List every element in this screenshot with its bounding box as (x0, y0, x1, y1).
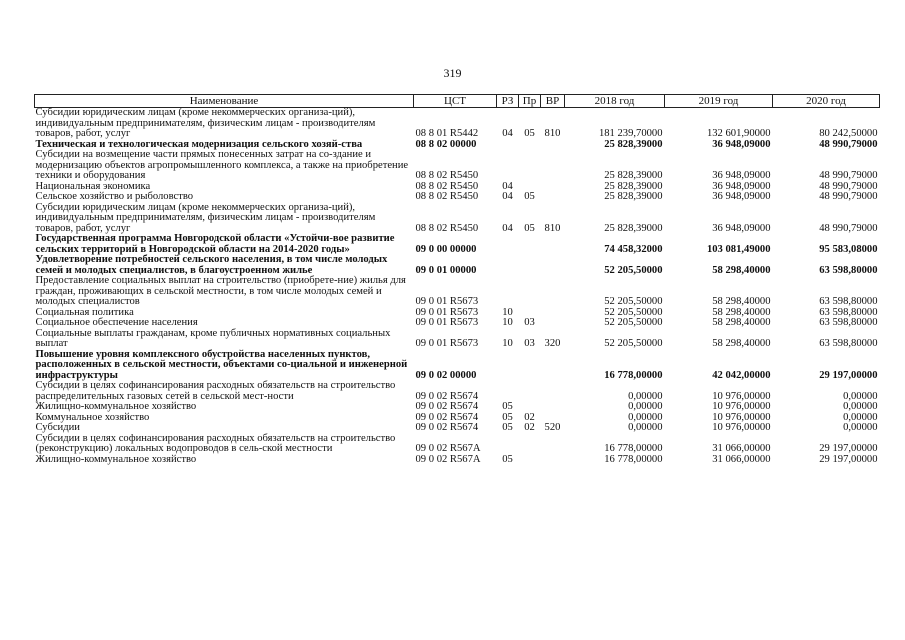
row-2018: 52 205,50000 (604, 264, 663, 276)
row-2020: 48 990,79000 (819, 170, 878, 181)
row-2018: 52 205,50000 (604, 338, 663, 349)
row-2019: 36 948,09000 (712, 170, 771, 181)
row-pr (519, 255, 541, 276)
row-pr (519, 276, 541, 308)
row-name: Коммунальное хозяйство (35, 411, 150, 423)
row-2019: 58 298,40000 (712, 317, 771, 328)
row-name: Национальная экономика (35, 180, 151, 192)
row-name: Жилищно-коммунальное хозяйство (35, 453, 197, 465)
row-rz: 04 (502, 191, 513, 202)
row-2020: 29 197,00000 (819, 443, 878, 454)
table-row (35, 423, 880, 434)
row-2019: 58 298,40000 (712, 338, 771, 349)
header-pr: Пр (519, 95, 541, 108)
row-name: Техническая и технологическая модернизация сельского хозяй-ства (35, 138, 363, 150)
row-pr: 02 (524, 422, 535, 433)
row-2019: 10 976,00000 (712, 422, 771, 433)
row-cst: 09 0 02 R5674 (415, 411, 479, 423)
row-pr (519, 455, 541, 466)
row-cst: 09 0 01 R5673 (415, 338, 479, 349)
row-2018: 74 458,32000 (604, 243, 663, 255)
row-pr (519, 234, 541, 255)
row-2018: 52 205,50000 (604, 296, 663, 307)
row-2019: 31 066,00000 (712, 443, 771, 454)
header-name: Наименование (35, 95, 414, 108)
row-2019: 31 066,00000 (712, 453, 771, 465)
row-vr (541, 455, 565, 466)
row-name: Субсидии в целях софинансирования расходных обязательств на строительство распределительных газовых сетей в сельской мест-ности (35, 380, 396, 402)
table-row (35, 108, 880, 140)
row-vr (541, 140, 565, 151)
row-2018: 52 205,50000 (604, 306, 663, 318)
row-rz: 10 (502, 306, 513, 318)
row-name: Субсидии (35, 422, 80, 433)
header-2019: 2019 год (665, 95, 773, 108)
row-vr (541, 192, 565, 203)
row-name: Сельское хозяйство и рыболовство (35, 191, 194, 202)
row-2020: 63 598,80000 (819, 264, 878, 276)
row-vr (541, 276, 565, 308)
header-vr: ВР (541, 95, 565, 108)
row-2020: 63 598,80000 (819, 338, 878, 349)
row-2019: 10 976,00000 (712, 411, 771, 423)
row-name: Социальная политика (35, 306, 134, 318)
row-2019: 36 948,09000 (712, 138, 771, 150)
row-pr: 05 (524, 222, 535, 234)
header-rz: РЗ (497, 95, 519, 108)
row-pr: 02 (524, 411, 535, 423)
row-rz (497, 234, 519, 255)
row-2019: 58 298,40000 (712, 296, 771, 307)
row-pr: 03 (524, 338, 535, 349)
row-2018: 25 828,39000 (604, 180, 663, 192)
table-row (35, 381, 880, 402)
row-cst: 08 8 02 R5450 (415, 222, 479, 234)
row-2018: 25 828,39000 (604, 191, 663, 202)
row-rz (497, 255, 519, 276)
row-pr: 05 (524, 191, 535, 202)
table-row (35, 234, 880, 255)
row-pr (519, 150, 541, 182)
row-2020: 29 197,00000 (819, 369, 878, 381)
row-2020: 0,00000 (843, 411, 878, 423)
row-rz (497, 434, 519, 455)
row-2018: 0,00000 (628, 411, 663, 423)
row-rz (497, 350, 519, 382)
row-vr (541, 350, 565, 382)
page-number: 319 (443, 66, 462, 80)
row-2018: 0,00000 (628, 422, 663, 433)
row-2020: 48 990,79000 (819, 191, 878, 202)
row-2019: 10 976,00000 (712, 390, 771, 402)
row-2019: 58 298,40000 (712, 264, 771, 276)
row-rz: 05 (502, 453, 513, 465)
row-2019: 36 948,09000 (712, 191, 771, 202)
row-cst: 08 8 02 R5450 (415, 180, 479, 192)
row-name: Субсидии юридическим лицам (кроме некоммерческих организа-ций), индивидуальным предпринимателям, физическим лицам - производителям товаров, работ, услуг (35, 107, 376, 139)
row-cst: 09 0 01 R5673 (415, 306, 479, 318)
row-rz (497, 150, 519, 182)
row-rz: 04 (502, 128, 513, 139)
header-2018: 2018 год (565, 95, 665, 108)
table-header-row (35, 95, 880, 108)
row-name: Социальное обеспечение населения (35, 317, 198, 328)
row-2018: 52 205,50000 (604, 317, 663, 328)
table-row (35, 203, 880, 235)
row-2020: 0,00000 (843, 390, 878, 402)
row-vr (541, 182, 565, 193)
row-2018: 25 828,39000 (604, 222, 663, 234)
row-2018: 0,00000 (628, 401, 663, 412)
row-vr (541, 318, 565, 329)
row-2019: 10 976,00000 (712, 401, 771, 412)
row-name: Социальные выплаты гражданам, кроме публичных нормативных социальных выплат (35, 327, 391, 349)
row-cst: 08 8 02 00000 (415, 138, 477, 150)
row-cst: 09 0 02 R567А (415, 443, 481, 454)
row-2020: 0,00000 (843, 401, 878, 412)
table-row (35, 276, 880, 308)
row-cst: 08 8 01 R5442 (415, 128, 479, 139)
row-vr: 520 (544, 422, 561, 433)
row-vr (541, 150, 565, 182)
row-vr (541, 402, 565, 413)
table-row (35, 329, 880, 350)
row-2019: 36 948,09000 (712, 180, 771, 192)
row-rz (497, 381, 519, 402)
row-2020: 48 990,79000 (819, 222, 878, 234)
table-row (35, 192, 880, 203)
table-row (35, 402, 880, 413)
table-row (35, 318, 880, 329)
row-rz (497, 140, 519, 151)
table-row (35, 350, 880, 382)
row-2019: 42 042,00000 (712, 369, 771, 381)
row-name: Жилищно-коммунальное хозяйство (35, 401, 197, 412)
row-cst: 09 0 02 R5674 (415, 401, 479, 412)
row-cst: 08 8 02 R5450 (415, 170, 479, 181)
row-pr (519, 140, 541, 151)
row-rz: 10 (502, 338, 513, 349)
row-name: Удовлетворение потребностей сельского населения, в том числе молодых семей и молодых специалистов, в благоустроенном жилье (35, 254, 388, 276)
row-cst: 09 0 00 00000 (415, 243, 477, 255)
table-row (35, 455, 880, 466)
row-2019: 58 298,40000 (712, 306, 771, 318)
row-pr (519, 350, 541, 382)
row-name: Субсидии юридическим лицам (кроме некоммерческих организа-ций), индивидуальным предпринимателям, физическим лицам - производителям товаров, работ, услуг (35, 201, 376, 234)
row-2020: 48 990,79000 (819, 180, 878, 192)
row-vr: 810 (544, 222, 561, 234)
row-2018: 25 828,39000 (604, 170, 663, 181)
row-pr: 05 (524, 128, 535, 139)
row-vr (541, 255, 565, 276)
table-row (35, 150, 880, 182)
row-cst: 08 8 02 R5450 (415, 191, 479, 202)
row-rz: 05 (502, 411, 513, 423)
row-rz: 05 (502, 422, 513, 433)
row-2019: 36 948,09000 (712, 222, 771, 234)
row-2020: 95 583,08000 (819, 243, 878, 255)
header-cst: ЦСТ (414, 95, 497, 108)
table-row (35, 255, 880, 276)
row-2020: 29 197,00000 (819, 453, 878, 465)
row-pr (519, 402, 541, 413)
row-2019: 132 601,90000 (706, 128, 771, 139)
row-name: Государственная программа Новгородской области «Устойчи-вое развитие сельских территорий в Новгородской области на 2014-2020 годы» (35, 233, 395, 255)
row-rz (497, 276, 519, 308)
row-name: Повышение уровня комплексного обустройства населенных пунктов, расположенных в сельской местности, объектами со-циальной и инженерной инфраструктуры (35, 348, 408, 381)
row-rz: 05 (502, 401, 513, 412)
row-vr (541, 308, 565, 319)
row-cst: 09 0 01 R5673 (415, 296, 479, 307)
row-cst: 09 0 02 00000 (415, 369, 477, 381)
row-cst: 09 0 02 R567А (415, 453, 481, 465)
row-2020: 80 242,50000 (819, 128, 878, 139)
row-name: Предоставление социальных выплат на строительство (приобрете-ние) жилья для граждан, проживающих в сельской местности, в том числе молодых семей и молодых специалистов (35, 275, 406, 307)
row-pr: 03 (524, 317, 535, 328)
row-cst: 09 0 02 R5674 (415, 422, 479, 433)
row-pr (519, 434, 541, 455)
row-pr (519, 381, 541, 402)
row-rz: 04 (502, 180, 513, 192)
row-name: Субсидии в целях софинансирования расходных обязательств на строительство (реконструкцию) локальных водопроводов в сель-ской местности (35, 432, 396, 454)
header-2020: 2020 год (773, 95, 880, 108)
row-vr (541, 434, 565, 455)
row-2018: 25 828,39000 (604, 138, 663, 150)
row-2018: 16 778,00000 (604, 369, 663, 381)
row-2018: 16 778,00000 (604, 443, 663, 454)
table-row (35, 434, 880, 455)
row-name: Субсидии на возмещение части прямых понесенных затрат на со-здание и модернизацию объектов агропромышленного комплекса, а также на приобретение техники и оборудования (35, 149, 409, 181)
row-cst: 09 0 01 R5673 (415, 317, 479, 328)
row-vr: 810 (544, 128, 561, 139)
row-2018: 0,00000 (628, 390, 663, 402)
row-vr (541, 234, 565, 255)
row-rz: 10 (502, 317, 513, 328)
row-2019: 103 081,49000 (706, 243, 771, 255)
row-2020: 63 598,80000 (819, 306, 878, 318)
row-2018: 16 778,00000 (604, 453, 663, 465)
row-2018: 181 239,70000 (598, 128, 663, 139)
row-2020: 48 990,79000 (819, 138, 878, 150)
row-cst: 09 0 02 R5674 (415, 390, 479, 402)
row-2020: 63 598,80000 (819, 296, 878, 307)
row-vr: 320 (544, 338, 561, 349)
row-2020: 63 598,80000 (819, 317, 878, 328)
row-2020: 0,00000 (843, 422, 878, 433)
row-cst: 09 0 01 00000 (415, 264, 477, 276)
budget-table (34, 94, 880, 465)
row-rz: 04 (502, 222, 513, 234)
row-vr (541, 381, 565, 402)
